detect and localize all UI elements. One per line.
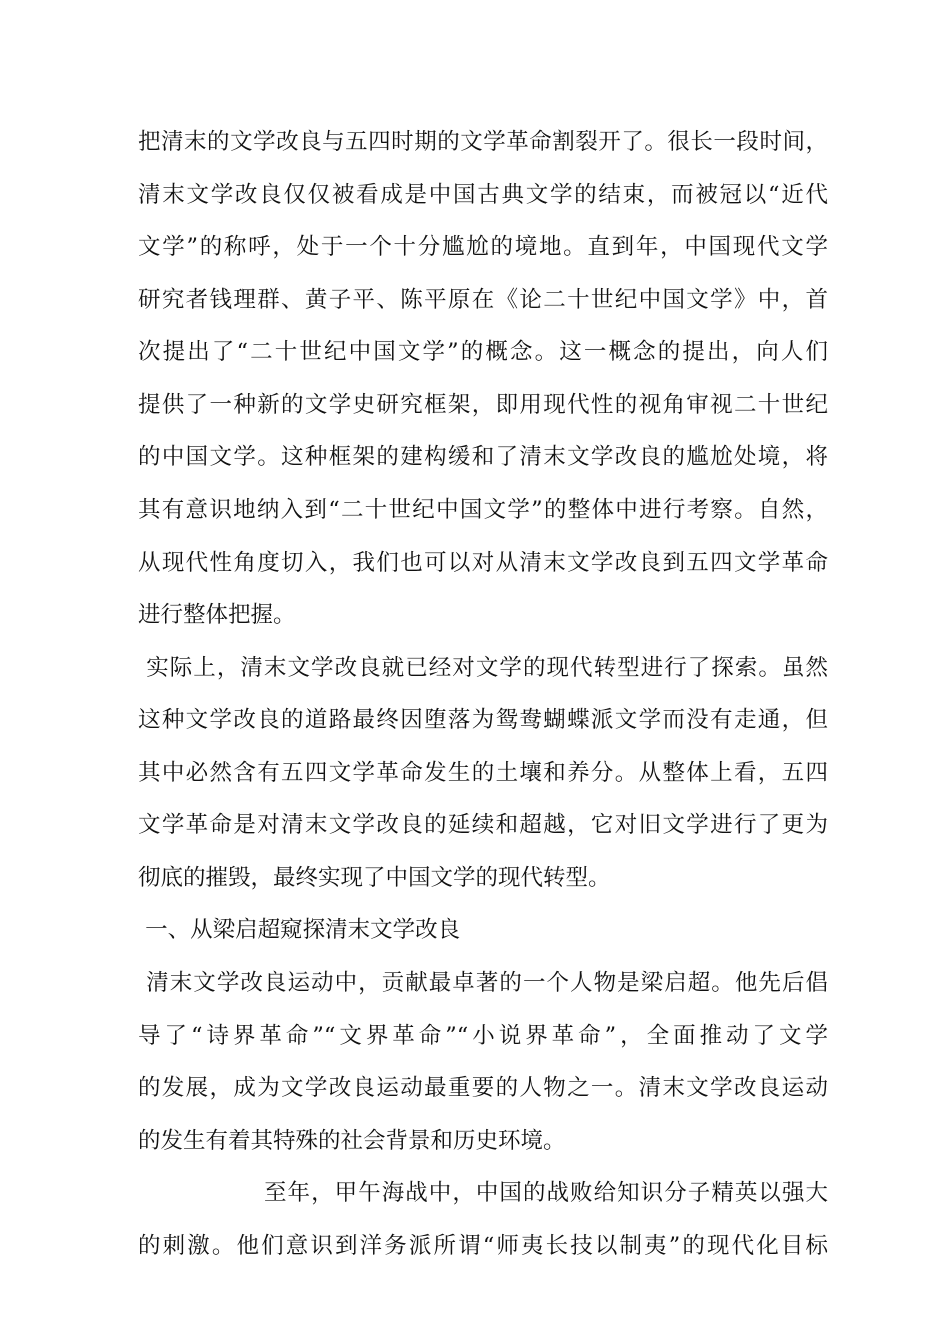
text-line: 的刺激。他们意识到洋务派所谓“师夷长技以制夷”的现代化目标: [138, 1233, 828, 1259]
text-line: 这种文学改良的道路最终因堕落为鸳鸯蝴蝶派文学而没有走通，但: [138, 707, 828, 733]
section-heading: 一、从梁启超窥探清末文学改良: [138, 917, 461, 943]
text-line: 进行整体把握。: [138, 602, 296, 628]
text-line: 把清末的文学改良与五四时期的文学革命割裂开了。很长一段时间，: [138, 129, 828, 155]
text-line: 至年，甲午海战中，中国的战败给知识分子精英以强大: [264, 1180, 828, 1206]
text-line: 的中国文学。这种框架的建构缓和了清末文学改良的尴尬处境，将: [138, 444, 828, 470]
text-line: 其有意识地纳入到“二十世纪中国文学”的整体中进行考察。自然，: [138, 497, 828, 523]
text-line: 的发展，成为文学改良运动最重要的人物之一。清末文学改良运动: [138, 1075, 828, 1101]
text-line: 次提出了“二十世纪中国文学”的概念。这一概念的提出，向人们: [138, 339, 828, 365]
text-line: 其中必然含有五四文学革命发生的土壤和养分。从整体上看，五四: [138, 760, 828, 786]
text-line: 的发生有着其特殊的社会背景和历史环境。: [138, 1128, 566, 1154]
text-line: 文学”的称呼，处于一个十分尴尬的境地。直到年，中国现代文学: [138, 234, 828, 260]
text-line: 提供了一种新的文学史研究框架，即用现代性的视角审视二十世纪: [138, 392, 828, 418]
text-line: 清末文学改良运动中，贡献最卓著的一个人物是梁启超。他先后倡: [138, 970, 828, 996]
text-line: 实际上，清末文学改良就已经对文学的现代转型进行了探索。虽然: [138, 655, 828, 681]
text-line: 研究者钱理群、黄子平、陈平原在《论二十世纪中国文学》中，首: [138, 287, 828, 313]
text-line: 清末文学改良仅仅被看成是中国古典文学的结束，而被冠以“近代: [138, 182, 828, 208]
text-line: 彻底的摧毁，最终实现了中国文学的现代转型。: [138, 865, 611, 891]
text-line: 文学革命是对清末文学改良的延续和超越，它对旧文学进行了更为: [138, 812, 828, 838]
text-line: 从现代性角度切入，我们也可以对从清末文学改良到五四文学革命: [138, 550, 828, 576]
text-line: 导了“诗界革命”“文界革命”“小说界革命”，全面推动了文学: [138, 1023, 828, 1049]
